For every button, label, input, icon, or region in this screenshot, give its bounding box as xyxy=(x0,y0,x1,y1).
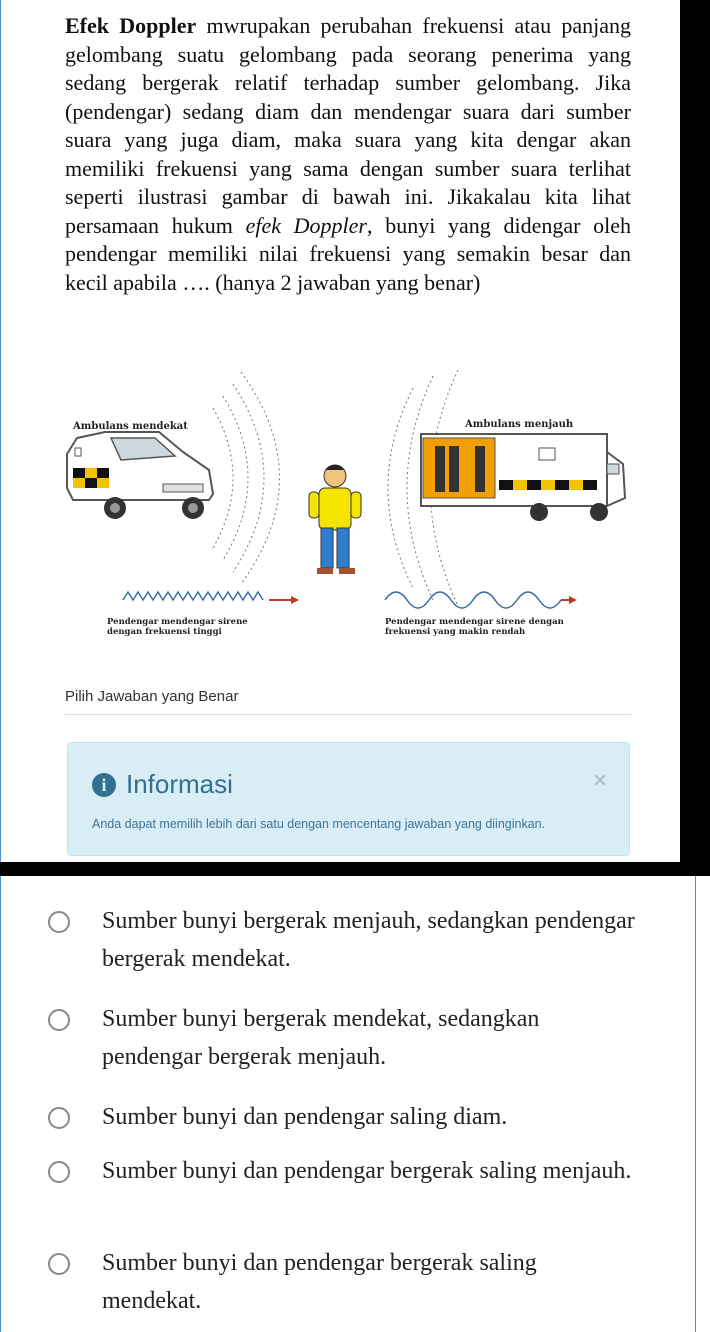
doppler-illustration xyxy=(63,368,635,658)
label-ambulance-receding: Ambulans menjauh xyxy=(465,419,574,430)
option-2[interactable] xyxy=(48,1000,688,1076)
question-part2: , bunyi yang didengar oleh pendengar memiliki nilai frekuensi yang semakin besar dan kecil apabila …. (hanya 2 jawaban yang benar) xyxy=(65,212,631,295)
label-ambulance-approaching: Ambulans mendekat xyxy=(73,421,188,432)
info-icon: i xyxy=(92,773,116,797)
option-3[interactable] xyxy=(48,1098,688,1136)
doppler-illustration-graphic xyxy=(63,368,635,658)
option-1-radio[interactable] xyxy=(48,911,70,933)
question-text xyxy=(65,12,631,297)
option-3-label[interactable]: Sumber bunyi dan pendengar saling diam. xyxy=(102,1104,508,1130)
low-frequency-wave xyxy=(385,592,577,608)
option-5-label[interactable]: Sumber bunyi dan pendengar bergerak saling mendekat. xyxy=(102,1250,537,1314)
ambulance-receding xyxy=(421,434,625,521)
option-2-label[interactable]: Sumber bunyi bergerak mendekat, sedangkan pendengar bergerak menjauh. xyxy=(102,1006,540,1070)
caption-low-frequency xyxy=(385,618,564,637)
listener-figure xyxy=(309,465,361,574)
caption-high-frequency xyxy=(107,618,248,637)
caption-left-line1: Pendengar mendengar sirene xyxy=(107,617,248,627)
info-alert xyxy=(67,742,630,856)
high-frequency-wave xyxy=(123,592,299,604)
caption-right-line1: Pendengar mendengar sirene dengan xyxy=(385,617,564,627)
option-1-label[interactable]: Sumber bunyi bergerak menjauh, sedangkan pendengar bergerak mendekat. xyxy=(102,908,635,972)
info-title-text: Informasi xyxy=(126,769,233,799)
caption-left-line2: dengan frekuensi tinggi xyxy=(107,626,222,637)
options-card xyxy=(0,876,710,1332)
card-border-right xyxy=(695,876,696,1332)
question-term: Efek Doppler xyxy=(65,13,197,38)
answer-prompt: Pilih Jawaban yang Benar xyxy=(65,688,631,715)
option-4[interactable] xyxy=(48,1152,688,1190)
question-part1: mwrupakan perubahan frekuensi atau panjang gelombang suatu gelombang pada seorang penerima yang sedang bergerak relatif terhadap sumber gelombang. Jika (pendengar) sedang diam dan mendengar suara dari sumber suara yang juga diam, maka suara yang kita dengar akan memiliki frekuensi yang sama dengan sumber suara terlihat seperti ilustrasi gambar di bawah ini. Jikakalau kita lihat persamaan hukum xyxy=(65,13,631,238)
ambulance-approaching xyxy=(67,432,213,519)
option-5-radio[interactable] xyxy=(48,1253,70,1275)
option-5[interactable] xyxy=(48,1244,688,1320)
caption-right-line2: frekuensi yang makin rendah xyxy=(385,626,526,637)
option-3-radio[interactable] xyxy=(48,1107,70,1129)
close-icon[interactable]: × xyxy=(592,767,607,794)
option-2-radio[interactable] xyxy=(48,1009,70,1031)
info-title xyxy=(92,769,233,800)
question-italic: efek Doppler xyxy=(245,212,367,238)
sound-waves-left xyxy=(213,372,280,584)
card-border-left xyxy=(0,876,1,1332)
option-4-label[interactable]: Sumber bunyi dan pendengar bergerak saling menjauh. xyxy=(102,1158,632,1184)
option-4-radio[interactable] xyxy=(48,1161,70,1183)
option-1[interactable] xyxy=(48,902,688,978)
info-message: Anda dapat memilih lebih dari satu dengan mencentang jawaban yang diinginkan. xyxy=(92,817,546,831)
